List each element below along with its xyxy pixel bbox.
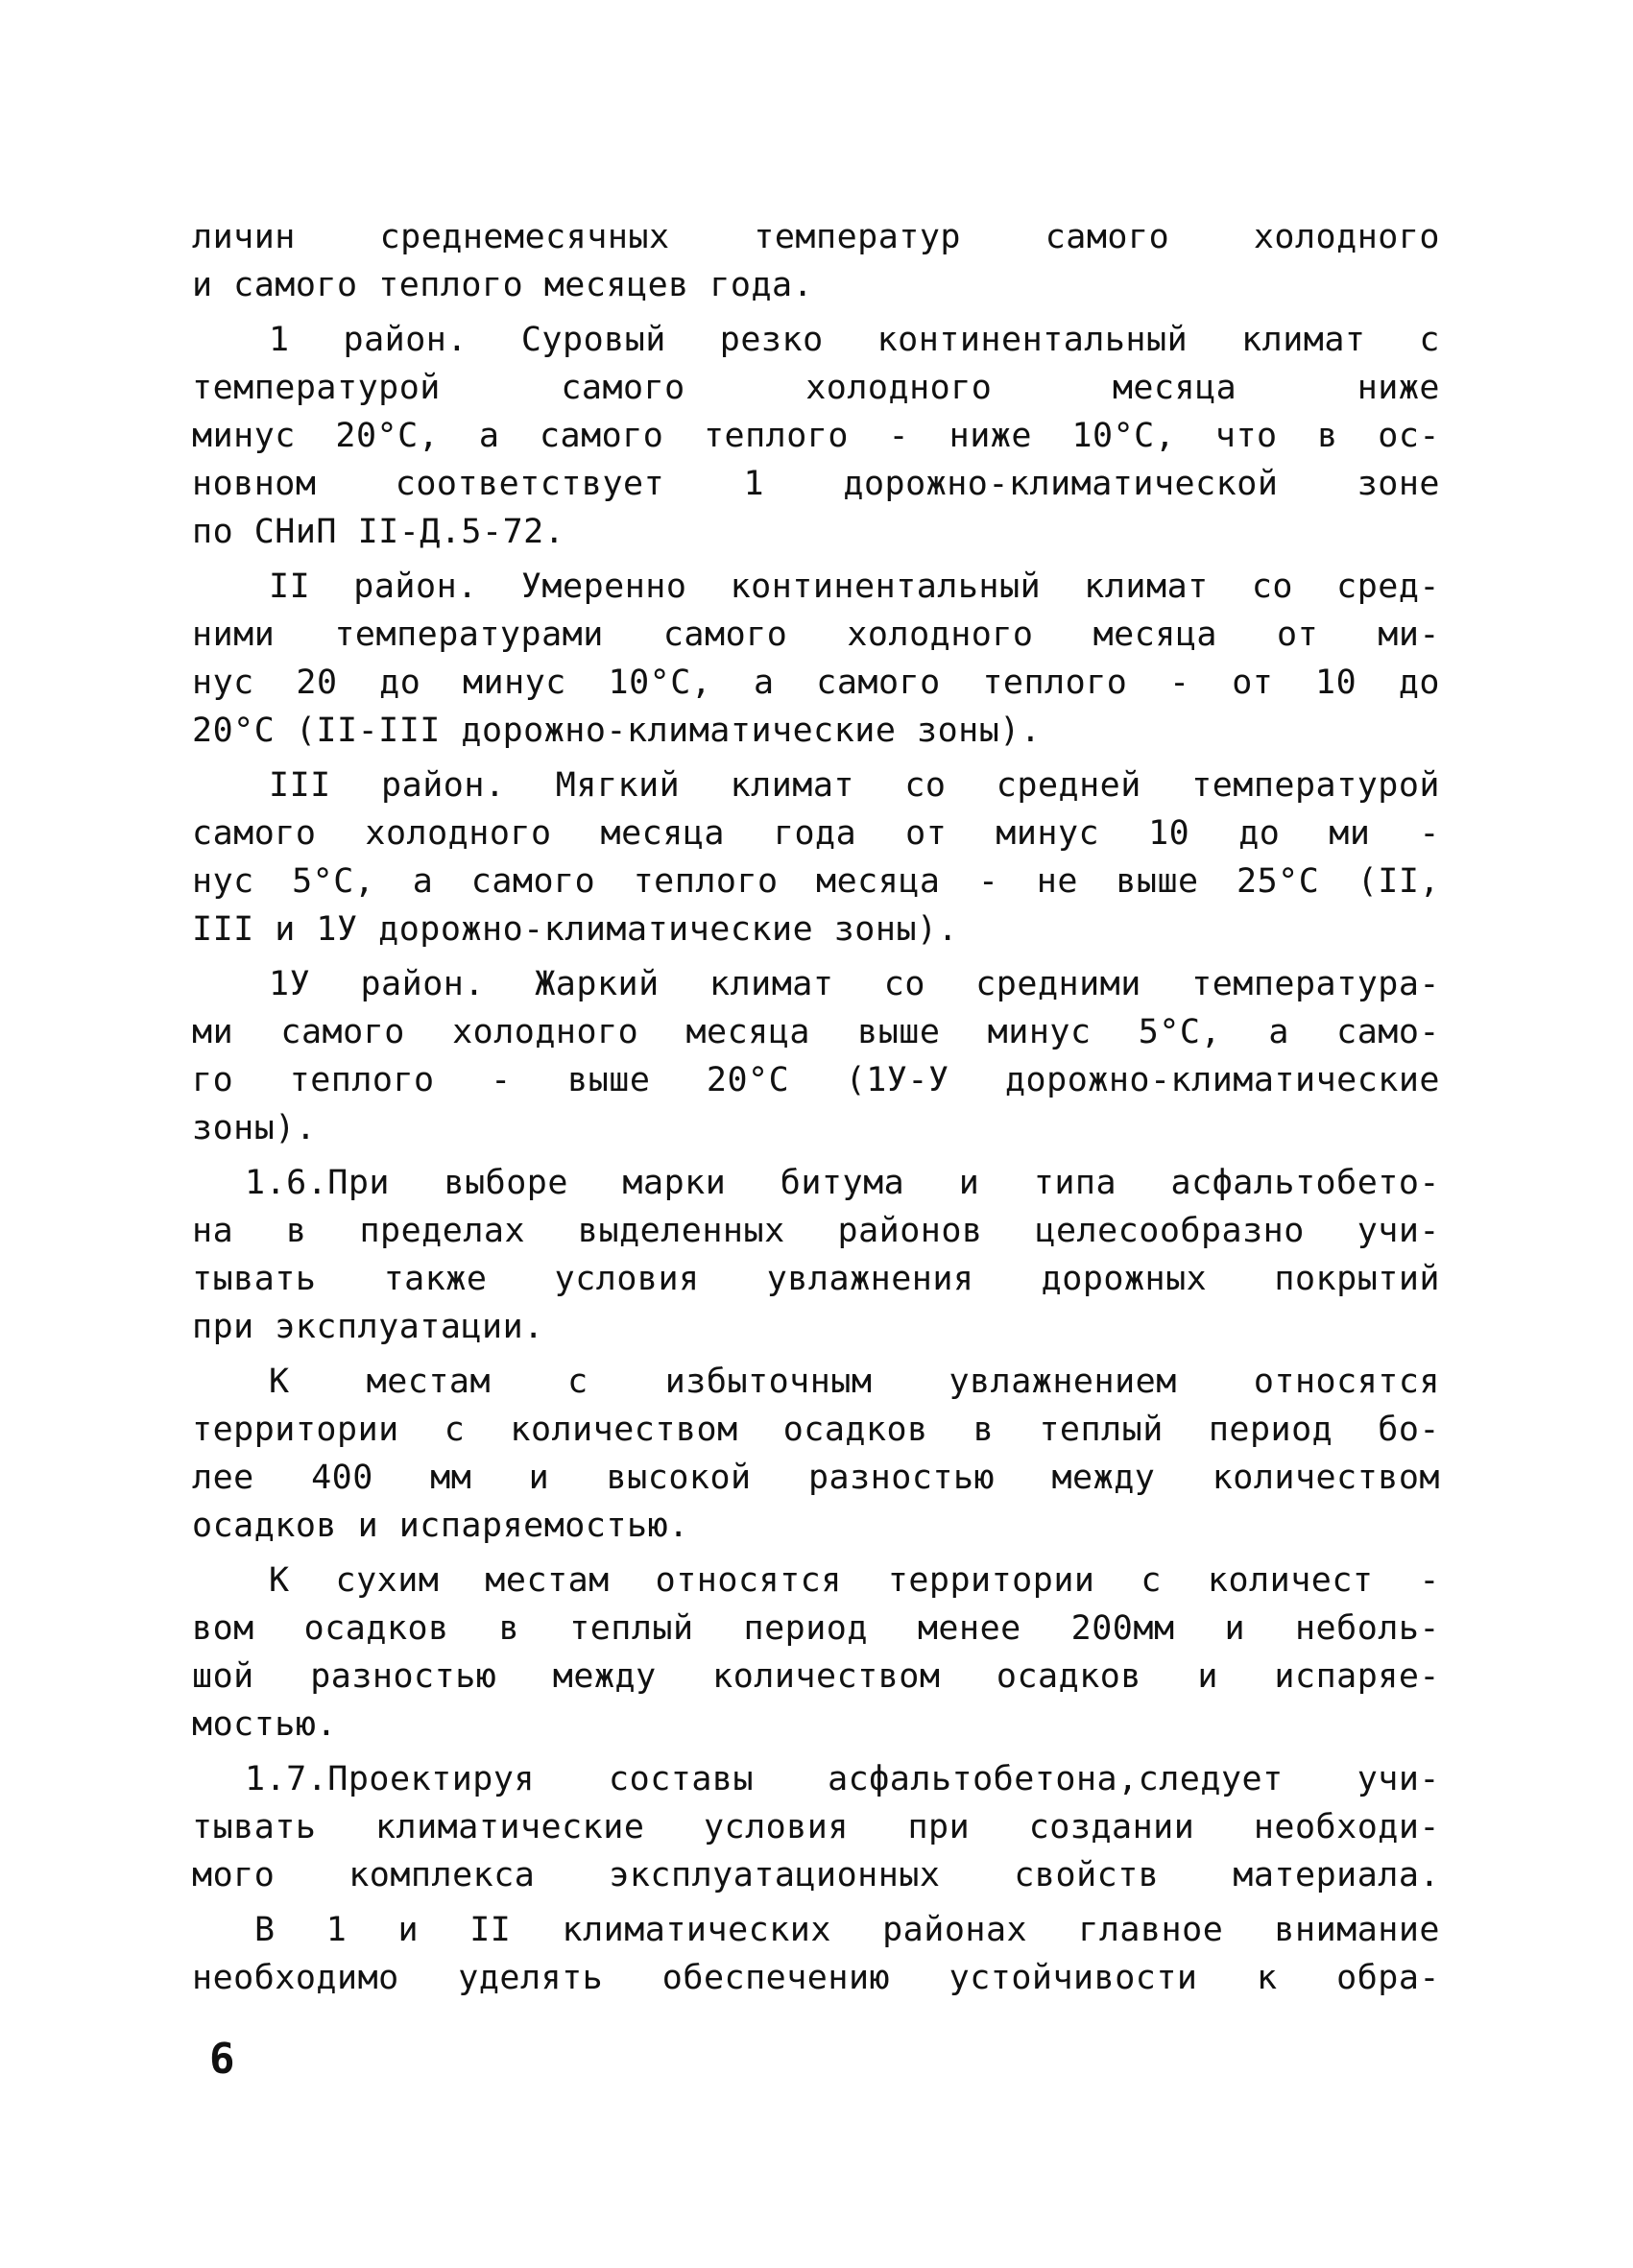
text-line: температурой самого холодного месяца ниже (192, 369, 1440, 407)
paragraph-dry-places (192, 1556, 1440, 1749)
text-line: 20°С (II-III дорожно-климатические зоны). (192, 712, 1042, 750)
text-line: и самого теплого месяцев года. (192, 266, 814, 304)
text-line: территории с количеством осадков в теплый период бо- (192, 1411, 1440, 1449)
text-line: личин среднемесячных температур самого холодного (192, 218, 1440, 256)
text-line: тывать также условия увлажнения дорожных покрытий (192, 1260, 1440, 1298)
text-line: зоны). (192, 1109, 317, 1147)
text-line: по СНиП II-Д.5-72. (192, 513, 565, 551)
text-line: ними температурами самого холодного месяца от ми- (192, 615, 1440, 654)
text-line: на в пределах выделенных районов целесообразно учи- (192, 1212, 1440, 1250)
paragraph-clause-1-6 (192, 1159, 1440, 1351)
text-line: необходимо уделять обеспечению устойчивости к обра- (192, 1959, 1440, 1997)
text-line: 1.7.Проектируя составы асфальтобетона,следует учи- (245, 1760, 1440, 1798)
text-line: нус 5°С, а самого теплого месяца - не выше 25°С (II, (192, 862, 1440, 901)
text-line: го теплого - выше 20°С (1У-У дорожно-климатические (192, 1061, 1440, 1099)
paragraph-region-4 (192, 960, 1440, 1152)
text-line: самого холодного месяца года от минус 10 до ми - (192, 814, 1440, 853)
text-line: осадков и испаряемостью. (192, 1507, 689, 1545)
paragraph-region-2 (192, 563, 1440, 755)
text-line: вом осадков в теплый период менее 200мм и неболь- (192, 1609, 1440, 1648)
text-line: 1У район. Жаркий климат со средними температура- (269, 965, 1440, 1003)
paragraph-region-1 (192, 316, 1440, 556)
text-line: III район. Мягкий климат со средней температурой (269, 766, 1440, 805)
text-line: шой разностью между количеством осадков и испаряе- (192, 1657, 1440, 1696)
text-line: лее 400 мм и высокой разностью между количеством (192, 1459, 1440, 1497)
paragraph-wet-places (192, 1358, 1440, 1550)
paragraph-intro (192, 213, 1440, 309)
text-line: В 1 и II климатических районах главное внимание (254, 1911, 1440, 1949)
paragraph-region-3 (192, 761, 1440, 953)
page-number: 6 (209, 2035, 235, 2084)
text-line: 1.6.При выборе марки битума и типа асфальтобето- (245, 1164, 1440, 1202)
text-line: минус 20°С, а самого теплого - ниже 10°С, что в ос- (192, 417, 1440, 455)
text-line: при эксплуатации. (192, 1308, 544, 1346)
body-text (192, 213, 1440, 2002)
paragraph-clause-1-7 (192, 1755, 1440, 1899)
text-line: ми самого холодного месяца выше минус 5°С, а само- (192, 1013, 1440, 1051)
text-line: мого комплекса эксплуатационных свойств материала. (192, 1856, 1440, 1894)
paragraph-regions-1-2 (192, 1906, 1440, 2002)
text-line: тывать климатические условия при создании необходи- (192, 1808, 1440, 1846)
text-line: К местам с избыточным увлажнением относятся (269, 1363, 1440, 1401)
text-line: II район. Умеренно континентальный климат со сред- (269, 567, 1440, 606)
text-line: мостью. (192, 1705, 338, 1744)
text-line: 1 район. Суровый резко континентальный климат с (269, 321, 1440, 359)
text-line: нус 20 до минус 10°С, а самого теплого - от 10 до (192, 664, 1440, 702)
text-line: новном соответствует 1 дорожно-климатической зоне (192, 465, 1440, 503)
text-line: III и 1У дорожно-климатические зоны). (192, 910, 959, 949)
text-line: К сухим местам относятся территории с количест - (269, 1561, 1440, 1600)
